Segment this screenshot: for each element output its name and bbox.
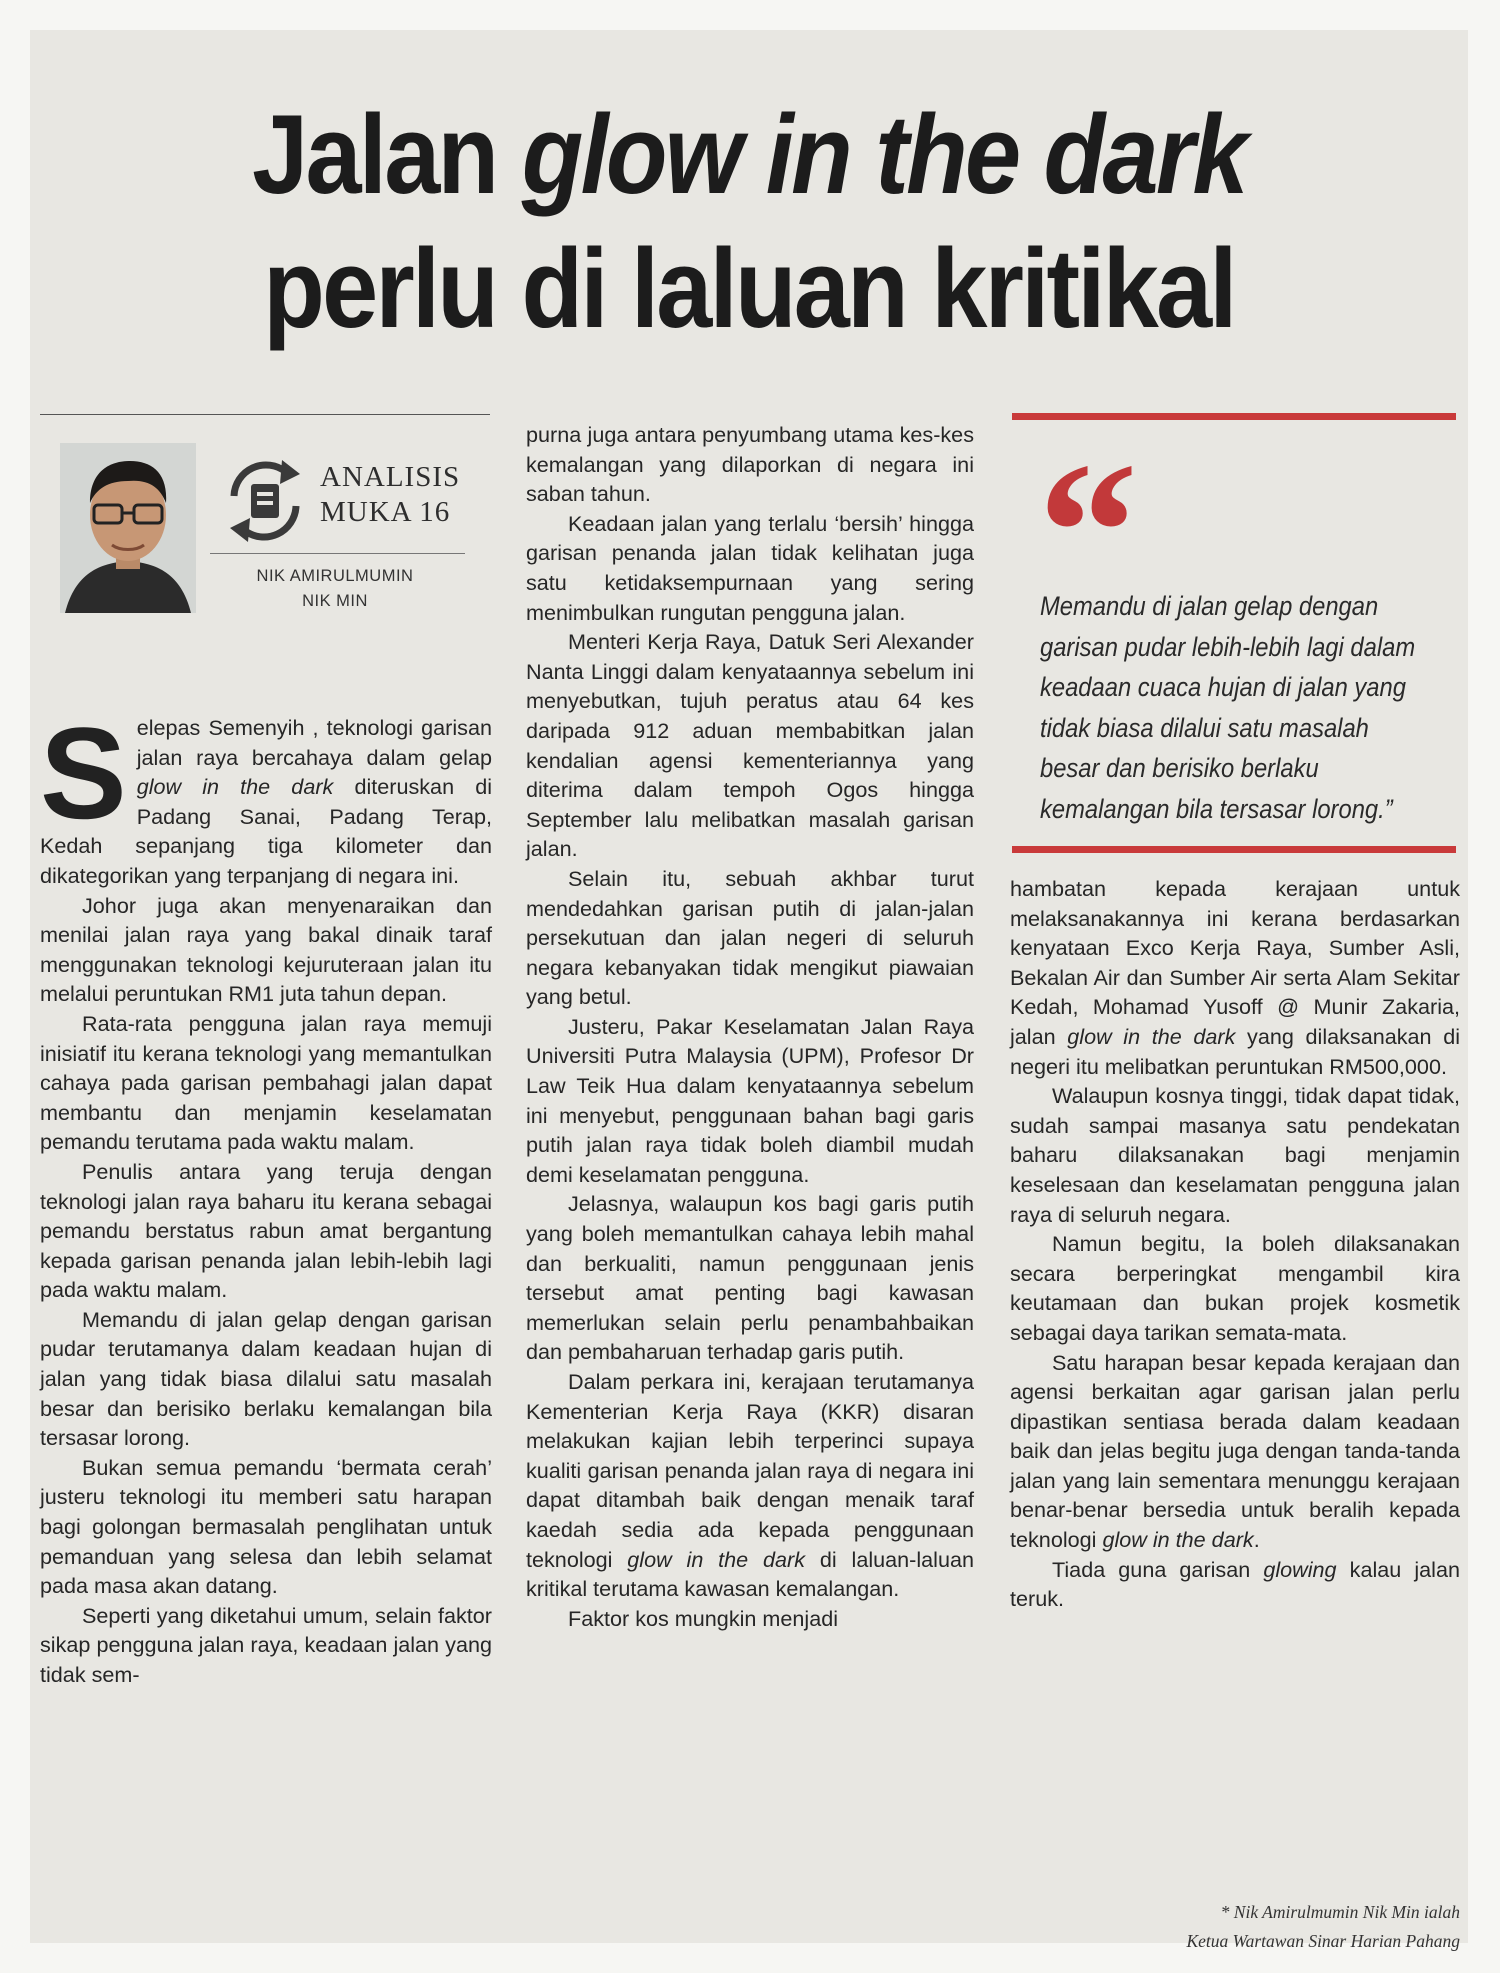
byline-divider bbox=[210, 553, 465, 554]
paragraph: Selain itu, sebuah akhbar turut mendedahkan garisan putih di jalan-jalan persekutuan dan jalan negeri di seluruh negara kebanyakan tidak mengikut piawaian yang betul. bbox=[526, 865, 974, 1010]
paragraph: Penulis antara yang teruja dengan teknologi jalan raya baharu itu kerana sebagai pemandu berstatus rabun amat bergantung kepada garisan penanda jalan lebih-lebih lagi pada waktu malam. bbox=[40, 1158, 492, 1303]
section-label: ANALISIS bbox=[320, 461, 461, 493]
headline-plain: Jalan bbox=[252, 92, 522, 217]
paragraph: Seperti yang diketahui umum, selain faktor sikap pengguna jalan raya, keadaan jalan yang tidak sem- bbox=[40, 1602, 492, 1687]
pullquote-text: Memandu di jalan gelap dengan garisan pudar lebih-lebih lagi dalam keadaan cuaca hujan di jalan yang tidak biasa dilalui satu masalah besar dan berisiko berlaku kemalangan bila tersasar lorong.” bbox=[1040, 591, 1416, 824]
paragraph: purna juga antara penyumbang utama kes-kes kemalangan yang dilaporkan di negara ini saban tahun. bbox=[526, 422, 974, 507]
headline-line-2: perlu di laluan kritikal bbox=[263, 226, 1235, 351]
paragraph: Menteri Kerja Raya, Datuk Seri Alexander Nanta Linggi dalam kenyataannya sebelum ini menyebutkan, tujuh peratus atau 64 kes daripada 912 aduan membabitkan jalan kendalian agensi kementeriannya yang diterima dalam tempoh Ogos hingga September lalu melibatkan masalah garisan jalan. bbox=[526, 629, 974, 862]
paragraph: Tiada guna garisan glowing kalau jalan teruk. bbox=[1010, 1556, 1460, 1612]
byline-top-rule bbox=[40, 414, 490, 415]
author-photo bbox=[60, 443, 196, 613]
drop-cap: S bbox=[40, 700, 127, 846]
paragraph: Bukan semua pemandu ‘bermata cerah’ justeru teknologi itu memberi satu harapan bagi golongan bermasalah penglihatan untuk pemanduan yang selesa dan lebih selamat pada masa akan datang. bbox=[40, 1454, 492, 1599]
paragraph: hambatan kepada kerajaan untuk melaksanakannya ini kerana berdasarkan kenyataan Exco Kerja Raya, Sumber Asli, Bekalan Air dan Sumber Air serta Alam Sekitar Kedah, Mohamad Yusoff @ Munir Zakaria, jalan glow in the dark yang dilaksanakan di negeri itu melibatkan peruntukan RM500,000. bbox=[1010, 876, 1461, 1079]
headline bbox=[102, 88, 1396, 356]
paragraph: Namun begitu, Ia boleh dilaksanakan secara berperingkat mengambil kira keutamaan dan bukan projek kosmetik sebagai daya tarikan semata-mata. bbox=[1010, 1231, 1460, 1345]
newspaper-clipping bbox=[30, 30, 1468, 1951]
article-column-2 bbox=[526, 420, 974, 1633]
section-reference bbox=[320, 460, 460, 530]
paragraph: Faktor kos mungkin menjadi bbox=[568, 1605, 839, 1631]
author-name bbox=[210, 564, 460, 614]
paragraph: Selepas Semenyih , teknologi garisan jalan raya bercahaya dalam gelap glow in the dark diteruskan di Padang Sanai, Padang Terap, Kedah sepanjang tiga kilometer dan dikategorikan yang terpanjang di negara ini. bbox=[40, 700, 492, 888]
paragraph: Jelasnya, walaupun kos bagi garis putih yang boleh memantulkan cahaya lebih mahal dan berkualiti, namun penggunaan jenis tersebut amat penting bagi kawasan memerlukan selain perlu penambahbaikan dan pembaharuan terhadap garis putih. bbox=[526, 1191, 974, 1365]
author-portrait-icon bbox=[60, 443, 196, 613]
paragraph: Satu harapan besar kepada kerajaan dan agensi berkaitan agar garisan jalan perlu dipastikan sentiasa berada dalam keadaan baik dan jelas begitu juga dengan tanda-tanda jalan yang lain sementara menunggu kerajaan benar-benar bersedia untuk beralih kepada teknologi glow in the dark. bbox=[1010, 1349, 1460, 1553]
article-column-3 bbox=[1010, 874, 1460, 1614]
headline-line-1 bbox=[102, 88, 1396, 222]
article-column-1 bbox=[40, 700, 492, 1690]
footnote-line-2: Ketua Wartawan Sinar Harian Pahang bbox=[1186, 1931, 1460, 1951]
footnote-line-1: * Nik Amirulmumin Nik Min ialah bbox=[1220, 1902, 1460, 1922]
paragraph: Keadaan jalan yang terlalu ‘bersih’ hingga garisan penanda jalan tidak kelihatan juga satu ketidaksempurnaan yang sering menimbulkan rungutan pengguna jalan. bbox=[526, 510, 974, 625]
paragraph: Walaupun kosnya tinggi, tidak dapat tidak, sudah sampai masanya satu pendekatan baharu dilaksanakan bagi menjamin keselesaan dan keselamatan pengguna jalan raya di seluruh negara. bbox=[1010, 1083, 1460, 1227]
analisis-badge bbox=[220, 456, 310, 546]
paragraph: Memandu di jalan gelap dengan garisan pudar terutamanya dalam keadaan hujan di jalan yang tidak biasa dilalui satu masalah besar dan berisiko berlaku kemalangan bila tersasar lorong. bbox=[40, 1306, 492, 1451]
pullquote-top-rule bbox=[1012, 413, 1456, 420]
author-footnote bbox=[1030, 1898, 1460, 1956]
paragraph: Dalam perkara ini, kerajaan terutamanya Kementerian Kerja Raya (KKR) disaran melakukan kajian lebih terperinci supaya kualiti garisan penanda jalan raya di negara ini dapat ditambah baik dengan menaik taraf kaedah sedia ada kepada penggunaan teknologi glow in the dark di laluan-laluan kritikal terutama kawasan kemalangan. bbox=[526, 1369, 974, 1602]
author-name-line-2: NIK MIN bbox=[302, 592, 368, 610]
author-name-line-1: NIK AMIRULMUMIN bbox=[256, 567, 414, 585]
section-page: MUKA 16 bbox=[320, 496, 451, 528]
headline-italic: glow in the dark bbox=[521, 92, 1246, 217]
recycle-document-icon bbox=[220, 456, 310, 546]
paragraph: Johor juga akan menyenaraikan dan menilai jalan raya yang bakal dinaik taraf menggunakan teknologi kejuruteraan jalan itu melalui peruntukan RM1 juta tahun depan. bbox=[40, 892, 492, 1007]
pullquote-bottom-rule bbox=[1012, 846, 1456, 853]
quote-mark-icon: “ bbox=[1038, 422, 1138, 643]
paragraph: Rata-rata pengguna jalan raya memuji inisiatif itu kerana teknologi yang memantulkan cahaya pada garisan pembahagi jalan dapat membantu dan menjamin keselamatan pemandu terutama pada waktu malam. bbox=[40, 1010, 492, 1155]
paragraph: Justeru, Pakar Keselamatan Jalan Raya Universiti Putra Malaysia (UPM), Profesor Dr Law Teik Hua dalam kenyataannya sebelum ini menyebut, penggunaan bahan bagi garis putih jalan raya tidak boleh diambil mudah demi keselamatan pengguna. bbox=[526, 1013, 974, 1187]
